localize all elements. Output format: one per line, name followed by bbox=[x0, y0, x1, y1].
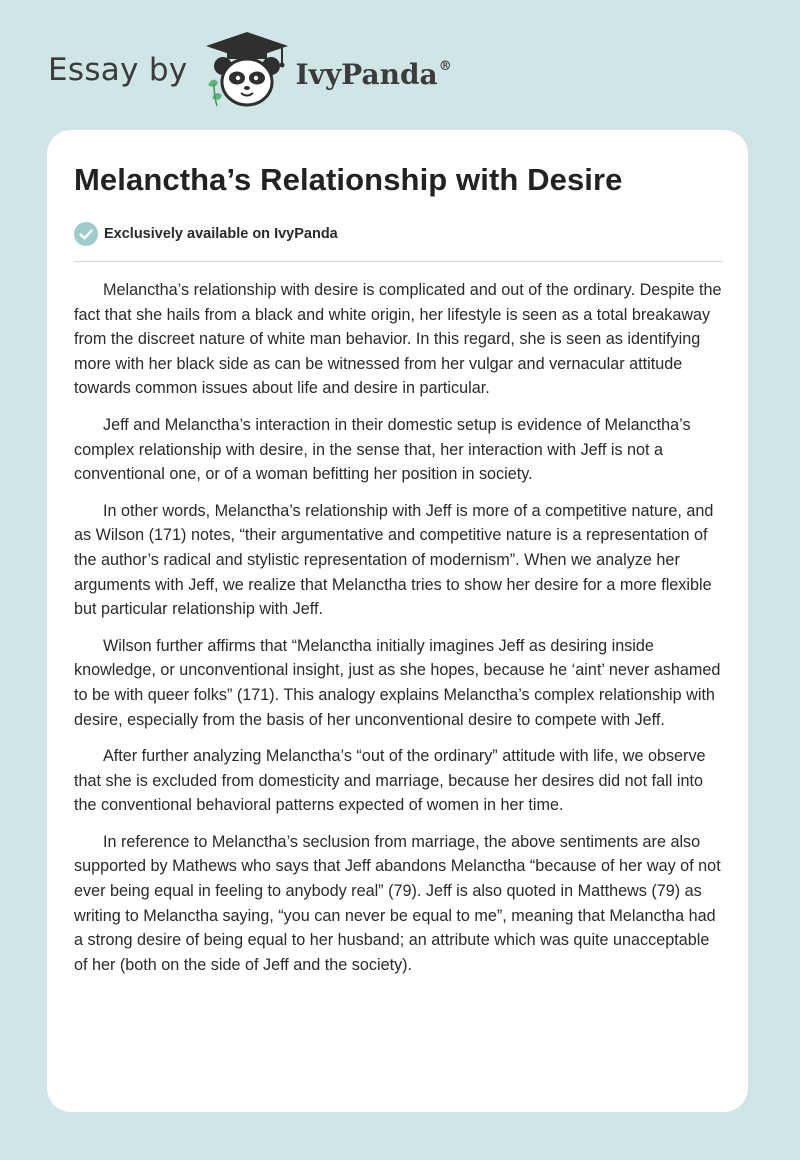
paragraph: After further analyzing Melanctha’s “out of the ordinary” attitude with life, we observe that she is excluded from domesticity and marriage, because her desires did not fall into the conventional behavioral patterns expected of women in her time. bbox=[74, 747, 706, 815]
paragraph: Wilson further affirms that “Melanctha initially imagines Jeff as desiring inside knowledge, or unconventional insight, just as she hopes, because he ‘aint’ never ashamed to be with queer folks” (171). This analogy explains Melanctha’s complex relationship with desire, especially from the basis of her unconventional desire to compete with Jeff. bbox=[74, 636, 721, 729]
registered-mark: ® bbox=[438, 58, 452, 74]
page-title: Melanctha’s Relationship with Desire bbox=[74, 162, 623, 197]
paragraph: In other words, Melanctha’s relationship with Jeff is more of a competitive nature, and as Wilson (171) notes, “their argumentative and competitive nature is a representation of the author’s radical and stylistic representation of modernism”. When we analyze her arguments with Jeff, we realize that Melanctha tries to show her desire for a more flexible but particular relationship with Jeff. bbox=[74, 501, 714, 619]
essay-body bbox=[74, 278, 724, 989]
exclusive-badge bbox=[74, 222, 338, 246]
essay-card bbox=[47, 130, 748, 1112]
check-circle-icon bbox=[74, 222, 98, 246]
panda-logo-icon[interactable] bbox=[202, 30, 292, 110]
divider bbox=[74, 261, 723, 262]
essay-by-label: Essay by bbox=[48, 52, 188, 88]
brand-name[interactable] bbox=[296, 58, 452, 91]
brand-label: IvyPanda bbox=[295, 57, 438, 91]
paragraph: Melanctha’s relationship with desire is complicated and out of the ordinary. Despite the fact that she hails from a black and white origin, her lifestyle is seen as a total breakaway from the discreet nature of white man behavior. In this regard, she is seen as identifying more with her black side as can be witnessed from her vulgar and vernacular attitude towards common issues about life and desire in particular. bbox=[74, 281, 722, 398]
paragraph: Jeff and Melanctha’s interaction in their domestic setup is evidence of Melanctha’s complex relationship with desire, in the sense that, her interaction with Jeff is not a conventional one, or of a woman befitting her position in society. bbox=[74, 415, 691, 484]
site-header bbox=[48, 30, 452, 110]
exclusive-label: Exclusively available on IvyPanda bbox=[104, 226, 338, 242]
paragraph: In reference to Melanctha’s seclusion from marriage, the above sentiments are also supported by Mathews who says that Jeff abandons Melanctha “because of her way of not ever being equal in feeling to anybody real” (79). Jeff is also quoted in Matthews (79) as writing to Melanctha saying, “you can never be equal to me”, meaning that Melanctha had a strong desire of being equal to her husband; an attribute which was quite unacceptable of her (both on the side of Jeff and the society). bbox=[74, 832, 721, 974]
